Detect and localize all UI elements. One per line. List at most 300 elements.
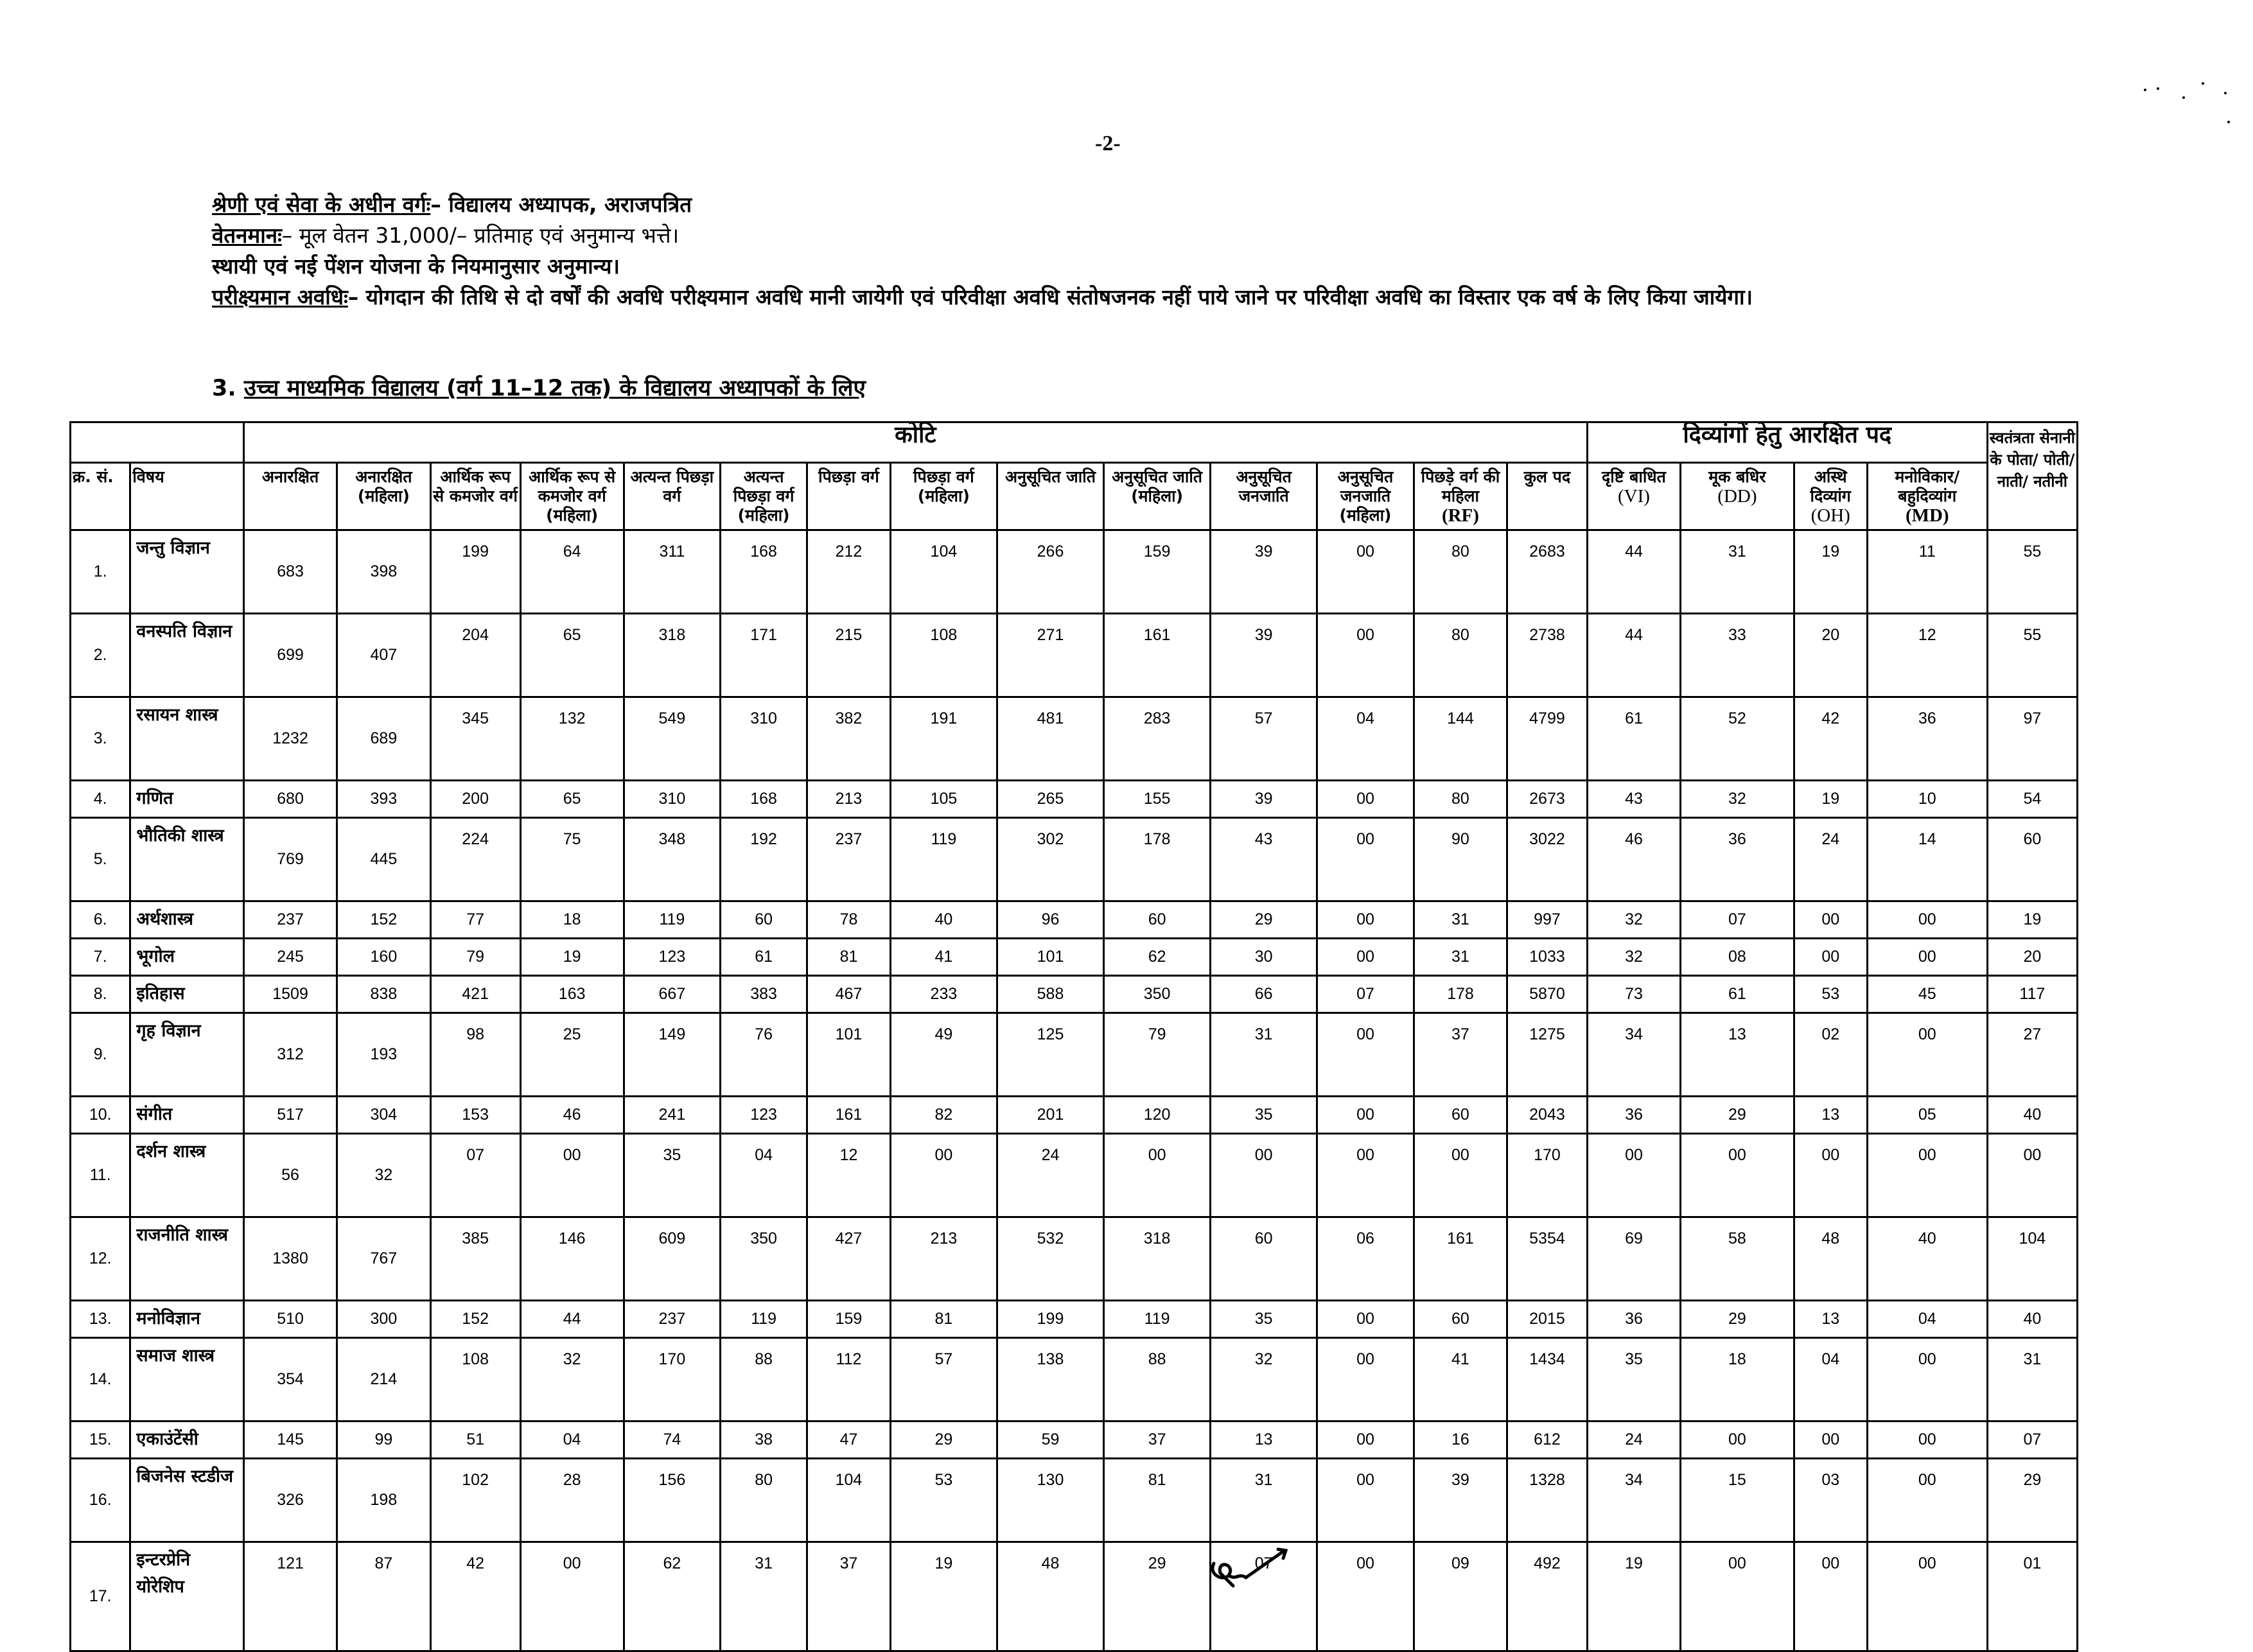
cell-value: 36: [1587, 1301, 1680, 1338]
serial-number: 7.: [71, 939, 130, 976]
table-row: [71, 1097, 2078, 1134]
cell-value: 445: [337, 818, 430, 901]
cell-value: 168: [721, 781, 807, 818]
cell-value: 69: [1587, 1217, 1680, 1301]
cell-value: 19: [1587, 1542, 1680, 1651]
column-header: [130, 463, 243, 530]
cell-value: 75: [520, 818, 624, 901]
cell-value: 29: [1211, 901, 1317, 939]
cell-value: 31: [1414, 939, 1507, 976]
cell-value: 178: [1414, 976, 1507, 1013]
pay-label: वेतनमानः: [212, 223, 282, 248]
subject-name: जन्तु विज्ञान: [130, 530, 243, 614]
cell-value: 19: [1794, 530, 1867, 614]
cell-value: 492: [1507, 1542, 1588, 1651]
column-header-code: (RF): [1441, 505, 1479, 526]
cell-value: 60: [1104, 901, 1211, 939]
cell-value: 55: [1987, 530, 2077, 614]
cell-value: 532: [997, 1217, 1103, 1301]
cell-value: 2043: [1507, 1097, 1588, 1134]
cell-value: 427: [807, 1217, 891, 1301]
cell-value: 161: [807, 1097, 891, 1134]
subject-name: मनोविज्ञान: [130, 1301, 243, 1338]
cell-value: 119: [624, 901, 721, 939]
cell-value: 13: [1211, 1422, 1317, 1459]
cell-value: 49: [890, 1013, 997, 1097]
cell-value: 07: [1681, 901, 1794, 939]
cell-value: 467: [807, 976, 891, 1013]
cell-value: 12: [1867, 614, 1987, 697]
cell-value: 53: [1794, 976, 1867, 1013]
column-header: [520, 463, 624, 530]
cell-value: 37: [1104, 1422, 1211, 1459]
cell-value: 161: [1414, 1217, 1507, 1301]
cell-value: 00: [1104, 1134, 1211, 1217]
column-header: [1507, 463, 1588, 530]
subject-name: इन्टरप्रेनि योरेशिप: [130, 1542, 243, 1651]
cell-value: 1232: [243, 697, 337, 781]
cell-value: 997: [1507, 901, 1588, 939]
column-header: [624, 463, 721, 530]
column-header: [1587, 463, 1680, 530]
column-header: [721, 463, 807, 530]
cell-value: 35: [1211, 1097, 1317, 1134]
serial-number: 13.: [71, 1301, 130, 1338]
cell-value: 18: [520, 901, 624, 939]
cell-value: 241: [624, 1097, 721, 1134]
subject-name: भूगोल: [130, 939, 243, 976]
cell-value: 61: [721, 939, 807, 976]
service-details: [212, 189, 1946, 313]
cell-value: 00: [1867, 1013, 1987, 1097]
cell-value: 80: [721, 1459, 807, 1542]
cell-value: 120: [1104, 1097, 1211, 1134]
cell-value: 214: [337, 1338, 430, 1422]
column-header-code: (VI): [1618, 486, 1650, 507]
cell-value: 58: [1681, 1217, 1794, 1301]
cell-value: 345: [430, 697, 520, 781]
column-header-label: अनुसूचित जाति (महिला): [1112, 467, 1203, 505]
table-body: [71, 530, 2078, 1651]
column-header-label: अनुसूचित जाति: [1005, 467, 1096, 486]
table-row: [71, 976, 2078, 1013]
cell-value: 146: [520, 1217, 624, 1301]
cell-value: 31: [1987, 1338, 2077, 1422]
cell-value: 45: [1867, 976, 1987, 1013]
cell-value: 156: [624, 1459, 721, 1542]
column-header-label: अनारक्षित: [261, 467, 319, 486]
divyang-header: दिव्यांगों हेतु आरक्षित पद: [1587, 422, 1987, 463]
cell-value: 385: [430, 1217, 520, 1301]
cell-value: 37: [807, 1542, 891, 1651]
cell-value: 00: [1867, 1459, 1987, 1542]
cell-value: 838: [337, 976, 430, 1013]
cell-value: 03: [1794, 1459, 1867, 1542]
cell-value: 65: [520, 781, 624, 818]
column-header: [430, 463, 520, 530]
probation-line: [212, 282, 1940, 313]
table-row: [71, 818, 2078, 901]
cell-value: 60: [1211, 1217, 1317, 1301]
column-header-label: अनारक्षित (महिला): [355, 467, 412, 505]
cell-value: 29: [1681, 1301, 1794, 1338]
table-row: [71, 1217, 2078, 1301]
cell-value: 152: [337, 901, 430, 939]
cell-value: 30: [1211, 939, 1317, 976]
cell-value: 15: [1681, 1459, 1794, 1542]
page-number: -2-: [1095, 132, 1121, 155]
cell-value: 04: [721, 1134, 807, 1217]
cell-value: 407: [337, 614, 430, 697]
blank-header: [71, 422, 244, 463]
section-title: उच्च माध्यमिक विद्यालय (वर्ग 11–12 तक) के विद्यालय अध्यापकों के लिए: [243, 376, 866, 401]
cell-value: 96: [997, 901, 1103, 939]
freedom-fighter-header: स्वतंत्रता सेनानी के पोता/ पोती/ नाती/ नतीनी: [1987, 422, 2077, 530]
cell-value: 393: [337, 781, 430, 818]
column-header-label: आर्थिक रूप से कमजोर वर्ग: [433, 467, 518, 505]
cell-value: 00: [1867, 901, 1987, 939]
cell-value: 37: [1414, 1013, 1507, 1097]
cell-value: 310: [624, 781, 721, 818]
cell-value: 237: [624, 1301, 721, 1338]
cell-value: 00: [1317, 1542, 1414, 1651]
cell-value: 81: [890, 1301, 997, 1338]
subject-name: गृह विज्ञान: [130, 1013, 243, 1097]
cell-value: 318: [624, 614, 721, 697]
cell-value: 05: [1867, 1097, 1987, 1134]
cell-value: 32: [1587, 939, 1680, 976]
cell-value: 161: [1104, 614, 1211, 697]
cell-value: 145: [243, 1422, 337, 1459]
cell-value: 07: [1987, 1422, 2077, 1459]
cell-value: 36: [1867, 697, 1987, 781]
cell-value: 104: [1987, 1217, 2077, 1301]
cell-value: 153: [430, 1097, 520, 1134]
cell-value: 121: [243, 1542, 337, 1651]
cell-value: 54: [1987, 781, 2077, 818]
subject-name: अर्थशास्त्र: [130, 901, 243, 939]
column-header-label: मूक बधिर: [1708, 467, 1766, 486]
cell-value: 09: [1414, 1542, 1507, 1651]
cell-value: 36: [1681, 818, 1794, 901]
cell-value: 245: [243, 939, 337, 976]
column-header: [807, 463, 891, 530]
cell-value: 31: [1681, 530, 1794, 614]
cell-value: 40: [1987, 1097, 2077, 1134]
cell-value: 517: [243, 1097, 337, 1134]
cell-value: 2673: [1507, 781, 1588, 818]
cell-value: 101: [807, 1013, 891, 1097]
table-row: [71, 939, 2078, 976]
cell-value: 612: [1507, 1422, 1588, 1459]
cell-value: 00: [1414, 1134, 1507, 1217]
cell-value: 46: [520, 1097, 624, 1134]
cell-value: 163: [520, 976, 624, 1013]
cell-value: 34: [1587, 1013, 1680, 1097]
cell-value: 29: [1987, 1459, 2077, 1542]
cell-value: 510: [243, 1301, 337, 1338]
cell-value: 5354: [1507, 1217, 1588, 1301]
cell-value: 07: [1317, 976, 1414, 1013]
cell-value: 11: [1867, 530, 1987, 614]
cell-value: 04: [1867, 1301, 1987, 1338]
cell-value: 2015: [1507, 1301, 1588, 1338]
cell-value: 302: [997, 818, 1103, 901]
cell-value: 383: [721, 976, 807, 1013]
cell-value: 88: [721, 1338, 807, 1422]
cell-value: 326: [243, 1459, 337, 1542]
cell-value: 350: [1104, 976, 1211, 1013]
cell-value: 1328: [1507, 1459, 1588, 1542]
column-header-code: (MD): [1905, 505, 1949, 526]
cell-value: 47: [807, 1422, 891, 1459]
column-header: [243, 463, 337, 530]
cell-value: 62: [624, 1542, 721, 1651]
cell-value: 61: [1587, 697, 1680, 781]
subject-name: राजनीति शास्त्र: [130, 1217, 243, 1301]
cell-value: 132: [520, 697, 624, 781]
column-header-row: [71, 463, 2078, 530]
section-heading: [212, 372, 866, 403]
column-header: [1211, 463, 1317, 530]
cell-value: 29: [1681, 1097, 1794, 1134]
cell-value: 80: [1414, 614, 1507, 697]
group-header-row: [71, 422, 2078, 463]
cell-value: 00: [1317, 1013, 1414, 1097]
cell-value: 32: [1587, 901, 1680, 939]
cell-value: 28: [520, 1459, 624, 1542]
cell-value: 41: [890, 939, 997, 976]
cell-value: 53: [890, 1459, 997, 1542]
subject-name: रसायन शास्त्र: [130, 697, 243, 781]
cell-value: 42: [1794, 697, 1867, 781]
cell-value: 06: [1317, 1217, 1414, 1301]
cell-value: 104: [890, 530, 997, 614]
cell-value: 82: [890, 1097, 997, 1134]
cell-value: 119: [1104, 1301, 1211, 1338]
cell-value: 00: [1317, 818, 1414, 901]
cell-value: 00: [1867, 1134, 1987, 1217]
cell-value: 108: [890, 614, 997, 697]
column-header-label: अनुसूचित जनजाति: [1236, 467, 1292, 505]
subject-name: इतिहास: [130, 976, 243, 1013]
cell-value: 1434: [1507, 1338, 1588, 1422]
cell-value: 04: [520, 1422, 624, 1459]
cell-value: 00: [1794, 1542, 1867, 1651]
subject-name: समाज शास्त्र: [130, 1338, 243, 1422]
serial-number: 10.: [71, 1097, 130, 1134]
cell-value: 310: [721, 697, 807, 781]
serial-number: 17.: [71, 1542, 130, 1651]
cell-value: 18: [1681, 1338, 1794, 1422]
cell-value: 87: [337, 1542, 430, 1651]
cell-value: 48: [1794, 1217, 1867, 1301]
cell-value: 382: [807, 697, 891, 781]
cell-value: 80: [1414, 781, 1507, 818]
cell-value: 266: [997, 530, 1103, 614]
cell-value: 00: [520, 1134, 624, 1217]
cell-value: 31: [1211, 1013, 1317, 1097]
column-header-label: दृष्टि बाधित: [1602, 467, 1666, 486]
serial-number: 14.: [71, 1338, 130, 1422]
column-header-label: पिछड़े वर्ग की महिला: [1421, 467, 1500, 505]
cell-value: 29: [1104, 1542, 1211, 1651]
cell-value: 02: [1794, 1013, 1867, 1097]
cell-value: 300: [337, 1301, 430, 1338]
pay-line: [212, 220, 1946, 251]
table-row: [71, 1301, 2078, 1338]
table-row: [71, 1542, 2078, 1651]
cell-value: 44: [1587, 530, 1680, 614]
table-row: [71, 1422, 2078, 1459]
cell-value: 55: [1987, 614, 2077, 697]
table-row: [71, 1459, 2078, 1542]
cell-value: 199: [997, 1301, 1103, 1338]
cell-value: 77: [430, 901, 520, 939]
table-row: [71, 530, 2078, 614]
column-header: [1867, 463, 1987, 530]
cell-value: 61: [1681, 976, 1794, 1013]
cell-value: 48: [997, 1542, 1103, 1651]
cell-value: 00: [1794, 1134, 1867, 1217]
cell-value: 213: [807, 781, 891, 818]
cell-value: 64: [520, 530, 624, 614]
column-header: [1794, 463, 1867, 530]
cell-value: 1380: [243, 1217, 337, 1301]
cell-value: 81: [1104, 1459, 1211, 1542]
table-row: [71, 697, 2078, 781]
cell-value: 00: [1317, 1422, 1414, 1459]
cell-value: 99: [337, 1422, 430, 1459]
cell-value: 312: [243, 1013, 337, 1097]
category-label: श्रेणी एवं सेवा के अधीन वर्गः: [212, 192, 431, 217]
cell-value: 32: [520, 1338, 624, 1422]
column-header-label: पिछड़ा वर्ग: [818, 467, 879, 486]
cell-value: 191: [890, 697, 997, 781]
cell-value: 34: [1587, 1459, 1680, 1542]
cell-value: 00: [1317, 1301, 1414, 1338]
cell-value: 46: [1587, 818, 1680, 901]
serial-number: 8.: [71, 976, 130, 1013]
cell-value: 168: [721, 530, 807, 614]
cell-value: 119: [721, 1301, 807, 1338]
cell-value: 04: [1317, 697, 1414, 781]
cell-value: 00: [1681, 1134, 1794, 1217]
cell-value: 683: [243, 530, 337, 614]
cell-value: 13: [1794, 1301, 1867, 1338]
cell-value: 2738: [1507, 614, 1588, 697]
cell-value: 00: [1317, 939, 1414, 976]
cell-value: 00: [1794, 901, 1867, 939]
cell-value: 79: [1104, 1013, 1211, 1097]
cell-value: 90: [1414, 818, 1507, 901]
subject-name: भौतिकी शास्त्र: [130, 818, 243, 901]
cell-value: 00: [1317, 781, 1414, 818]
cell-value: 25: [520, 1013, 624, 1097]
cell-value: 00: [1987, 1134, 2077, 1217]
cell-value: 680: [243, 781, 337, 818]
cell-value: 73: [1587, 976, 1680, 1013]
column-header-label: आर्थिक रूप से कमजोर वर्ग (महिला): [529, 467, 616, 525]
cell-value: 35: [1587, 1338, 1680, 1422]
cell-value: 00: [1317, 614, 1414, 697]
cell-value: 350: [721, 1217, 807, 1301]
cell-value: 40: [1987, 1301, 2077, 1338]
cell-value: 192: [721, 818, 807, 901]
column-header: [1317, 463, 1414, 530]
cell-value: 79: [430, 939, 520, 976]
serial-number: 15.: [71, 1422, 130, 1459]
cell-value: 213: [890, 1217, 997, 1301]
cell-value: 00: [1794, 939, 1867, 976]
cell-value: 1033: [1507, 939, 1588, 976]
cell-value: 00: [1794, 1422, 1867, 1459]
cell-value: 00: [1317, 530, 1414, 614]
column-header: [1104, 463, 1211, 530]
column-header-code: (DD): [1717, 486, 1757, 507]
cell-value: 31: [721, 1542, 807, 1651]
cell-value: 35: [1211, 1301, 1317, 1338]
cell-value: 104: [807, 1459, 891, 1542]
cell-value: 348: [624, 818, 721, 901]
cell-value: 57: [890, 1338, 997, 1422]
cell-value: 98: [430, 1013, 520, 1097]
column-header-label: अनुसूचित जनजाति (महिला): [1337, 467, 1394, 525]
cell-value: 19: [1987, 901, 2077, 939]
cell-value: 112: [807, 1338, 891, 1422]
column-header: [997, 463, 1103, 530]
cell-value: 283: [1104, 697, 1211, 781]
cell-value: 62: [1104, 939, 1211, 976]
serial-number: 5.: [71, 818, 130, 901]
cell-value: 101: [997, 939, 1103, 976]
cell-value: 80: [1414, 530, 1507, 614]
cell-value: 19: [520, 939, 624, 976]
subject-name: एकाउंटेंसी: [130, 1422, 243, 1459]
cell-value: 66: [1211, 976, 1317, 1013]
cell-value: 24: [1794, 818, 1867, 901]
cell-value: 20: [1987, 939, 2077, 976]
cell-value: 117: [1987, 976, 2077, 1013]
column-header: [1414, 463, 1507, 530]
cell-value: 152: [430, 1301, 520, 1338]
table-row: [71, 614, 2078, 697]
cell-value: 105: [890, 781, 997, 818]
probation-label: परीक्ष्यमान अवधिः: [212, 284, 348, 309]
cell-value: 215: [807, 614, 891, 697]
column-header-label: अस्थि दिव्यांग: [1810, 467, 1851, 505]
cell-value: 07: [1211, 1542, 1317, 1651]
cell-value: 2683: [1507, 530, 1588, 614]
cell-value: 237: [243, 901, 337, 939]
cell-value: 60: [1987, 818, 2077, 901]
cell-value: 123: [624, 939, 721, 976]
column-header: [1681, 463, 1794, 530]
cell-value: 201: [997, 1097, 1103, 1134]
cell-value: 421: [430, 976, 520, 1013]
cell-value: 00: [520, 1542, 624, 1651]
cell-value: 193: [337, 1013, 430, 1097]
cell-value: 41: [1414, 1338, 1507, 1422]
column-header-label: मनोविकार/ बहुदिव्यांग: [1895, 467, 1960, 505]
cell-value: 212: [807, 530, 891, 614]
cell-value: 125: [997, 1013, 1103, 1097]
cell-value: 32: [1681, 781, 1794, 818]
cell-value: 52: [1681, 697, 1794, 781]
subject-name: संगीत: [130, 1097, 243, 1134]
cell-value: 32: [337, 1134, 430, 1217]
cell-value: 33: [1681, 614, 1794, 697]
